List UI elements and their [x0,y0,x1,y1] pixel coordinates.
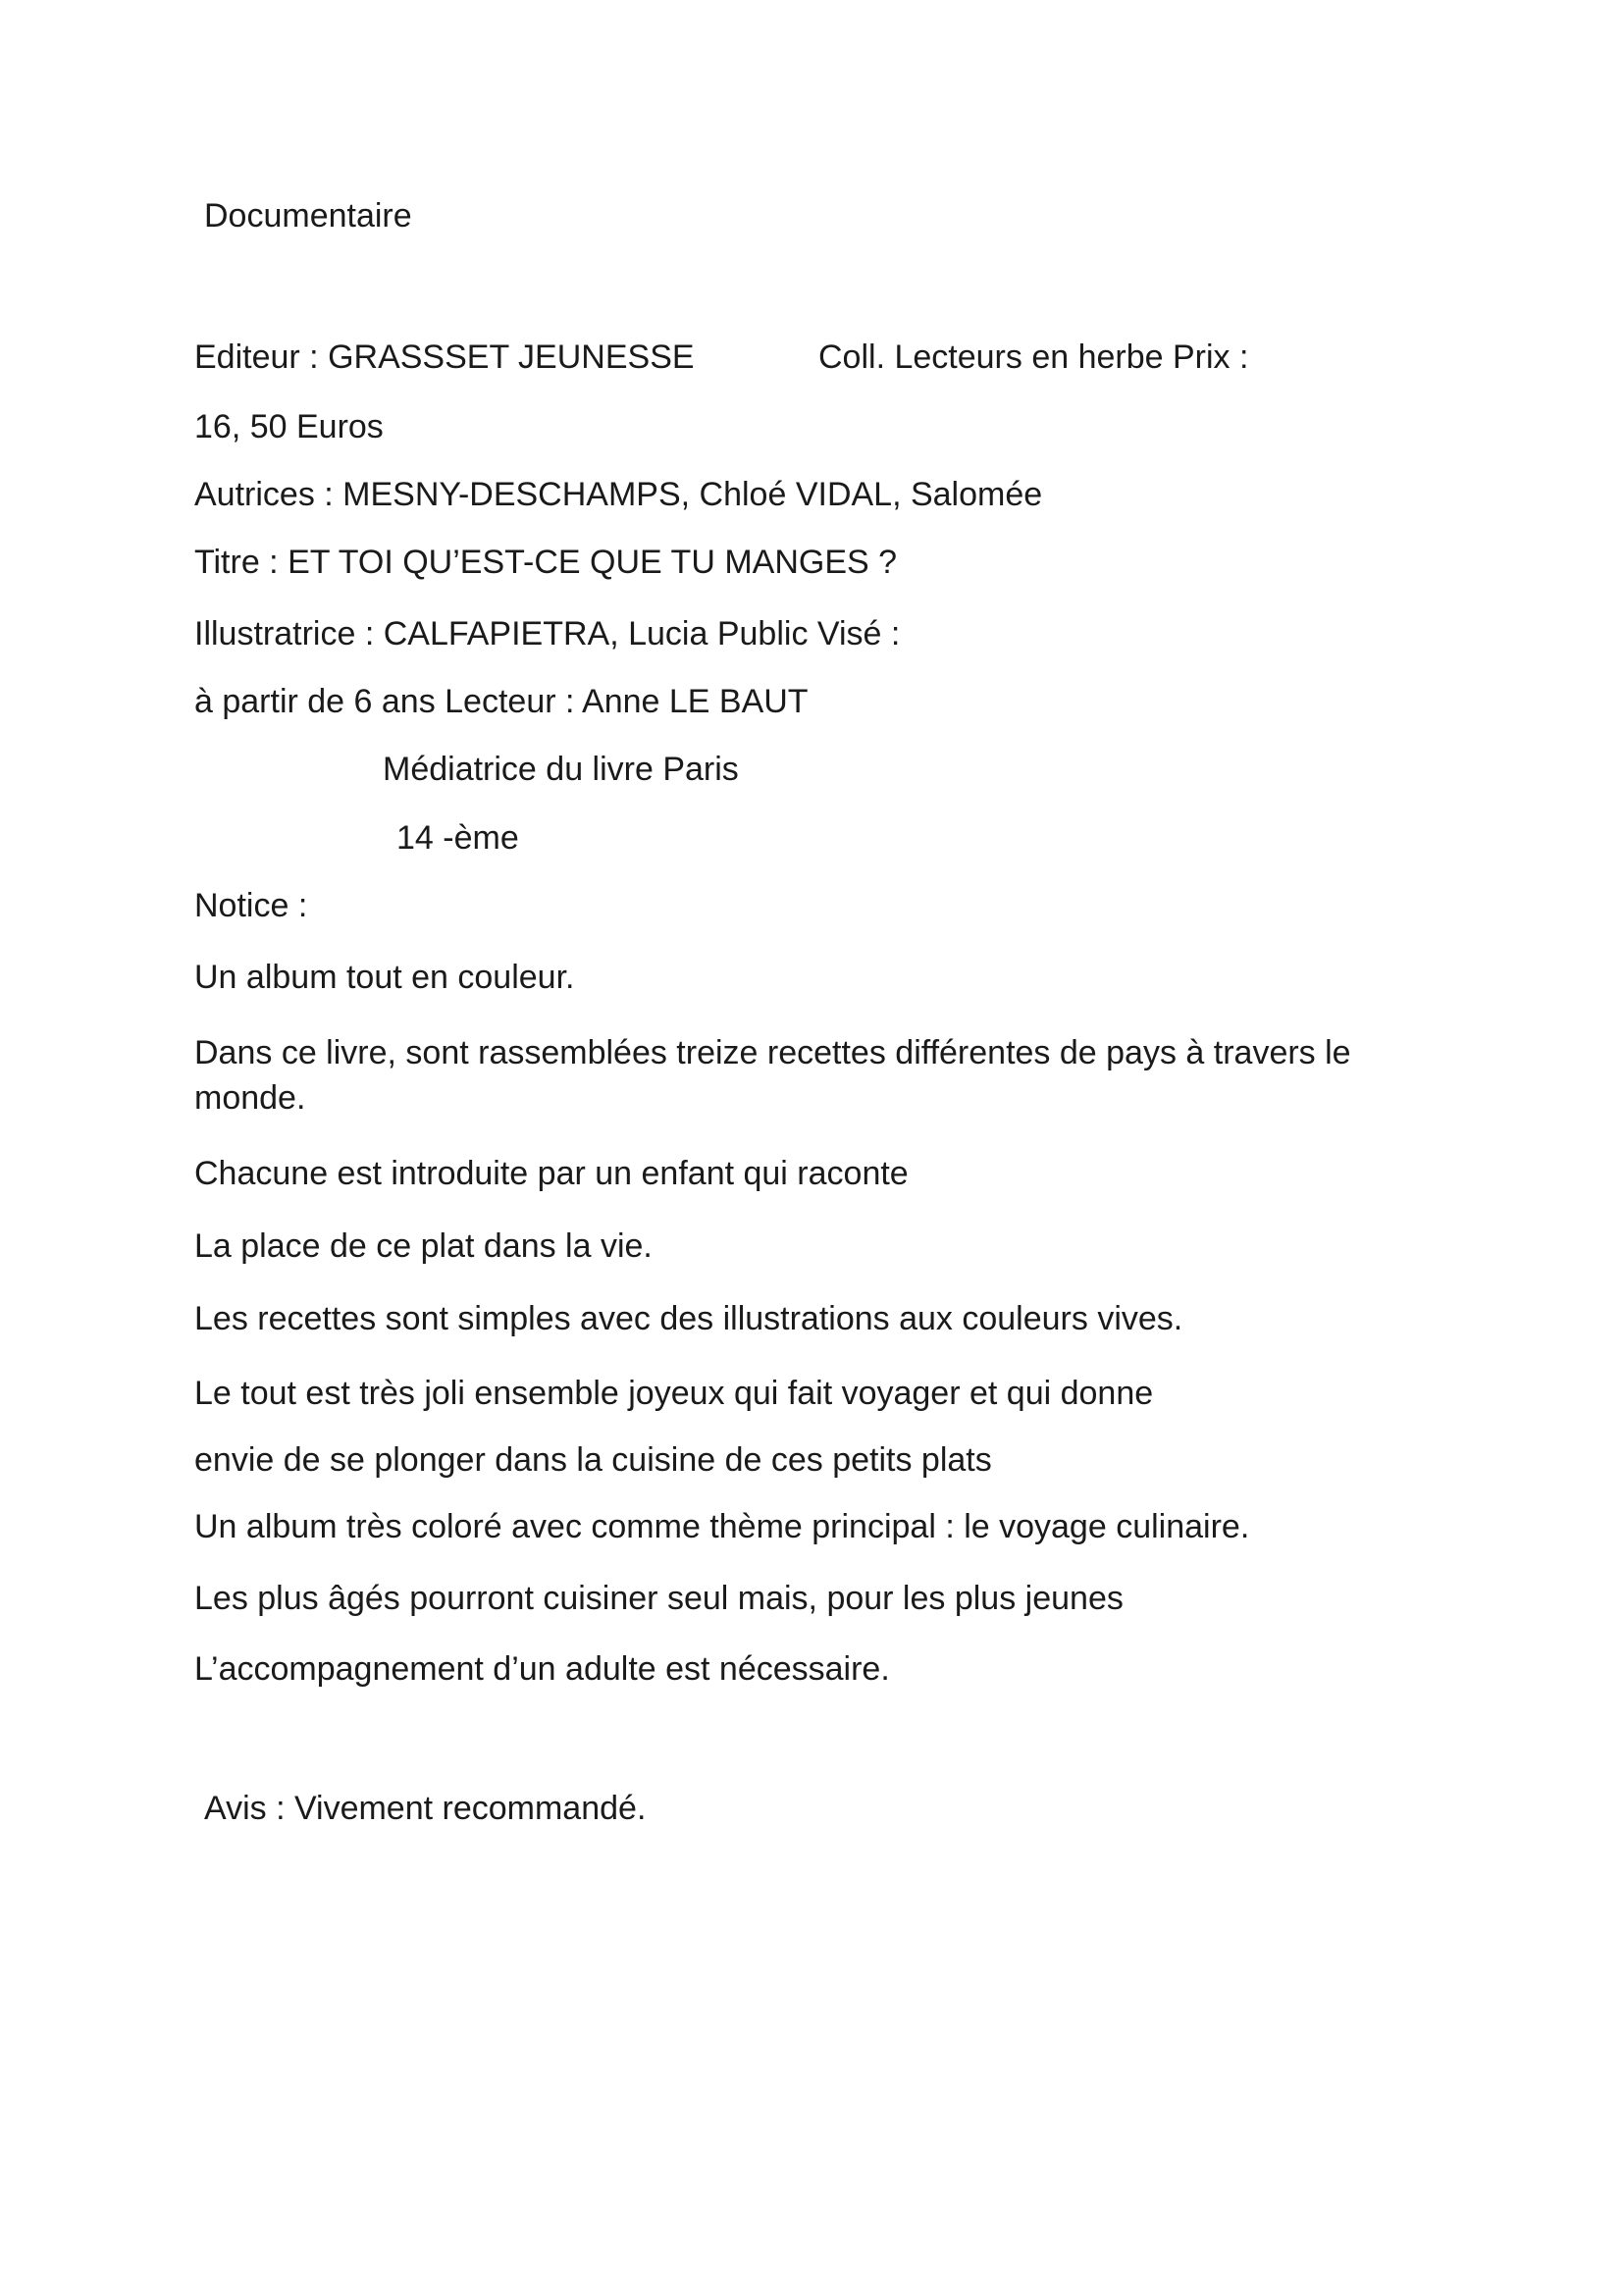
review-verdict: Avis : Vivement recommandé. [204,1790,647,1827]
reader-role-line: Médiatrice du livre Paris [383,751,739,788]
document-category: Documentaire [204,197,412,235]
notice-paragraph: Les recettes sont simples avec des illustrations aux couleurs vives. [194,1300,1183,1337]
reader-location-line: 14 -ème [396,819,519,857]
price-line: 16, 50 Euros [194,408,384,445]
notice-paragraph: Le tout est très joli ensemble joyeux qui fait voyager et qui donne [194,1375,1154,1412]
notice-label: Notice : [194,887,308,924]
notice-paragraph: L’accompagnement d’un adulte est nécessaire. [194,1650,890,1688]
collection-line: Coll. Lecteurs en herbe Prix : [818,339,1249,376]
title-line: Titre : ET TOI QU’EST-CE QUE TU MANGES ? [194,544,898,581]
notice-paragraph: Les plus âgés pourront cuisiner seul mais, pour les plus jeunes [194,1580,1124,1617]
audience-reader-line: à partir de 6 ans Lecteur : Anne LE BAUT [194,683,809,720]
notice-paragraph: Dans ce livre, sont rassemblées treize recettes différentes de pays à travers le monde. [194,1034,1351,1117]
illustrator-line: Illustratrice : CALFAPIETRA, Lucia Public Visé : [194,615,901,652]
notice-paragraph: envie de se plonger dans la cuisine de ces petits plats [194,1441,992,1479]
authors-line: Autrices : MESNY-DESCHAMPS, Chloé VIDAL, Salomée [194,476,1043,513]
notice-paragraph: Un album tout en couleur. [194,959,575,996]
publisher-line: Editeur : GRASSSET JEUNESSE [194,339,695,376]
notice-paragraph: La place de ce plat dans la vie. [194,1227,653,1265]
notice-paragraph: Un album très coloré avec comme thème principal : le voyage culinaire. [194,1508,1250,1545]
notice-paragraph: Chacune est introduite par un enfant qui raconte [194,1155,909,1192]
